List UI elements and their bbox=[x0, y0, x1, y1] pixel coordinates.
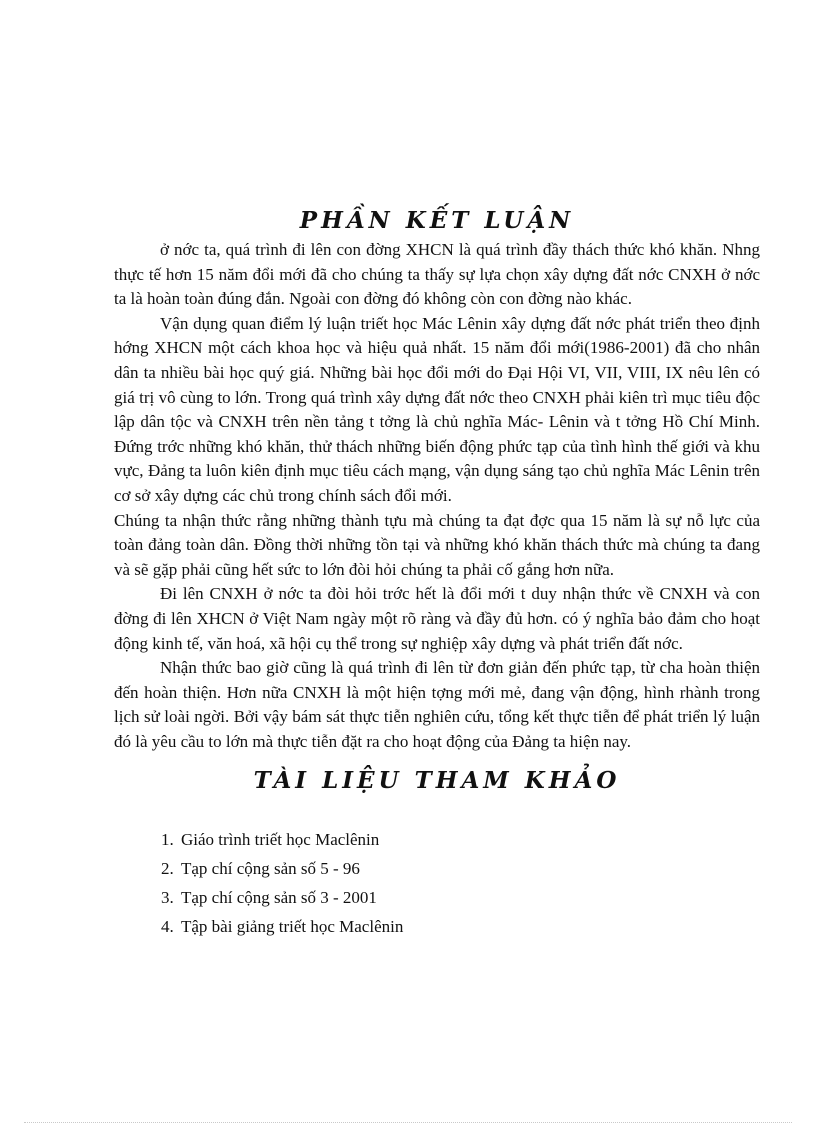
reference-number: 3. bbox=[161, 888, 174, 908]
conclusion-paragraph-5: Nhận thức bao giờ cũng là quá trình đi lên từ đơn giản đến phức tạp, từ cha hoàn thiện đến hoàn thiện. Hơn nữa CNXH là một hiện tợng mới mẻ, đang vận động, hình rhành trong lịch sử loài ngời. Bởi vậy bám sát thực tiễn nghiên cứu, tổng kết thực tiễn để phát triển lý luận đó là yêu cầu to lớn mà thực tiễn đặt ra cho hoạt động của Đảng ta hiện nay. bbox=[114, 658, 760, 751]
conclusion-paragraph-4: Đi lên CNXH ở nớc ta đòi hỏi trớc hết là đổi mới t duy nhận thức về CNXH và con đờng đi lên XHCN ở Việt Nam ngày một rõ ràng và đầy đủ hơn. có ý nghĩa bảo đảm cho hoạt động kinh tế, văn hoá, xã hội cụ thể trong sự nghiệp xây dựng và phát triển đất nớc. bbox=[114, 584, 760, 653]
reference-text: Giáo trình triết học Maclênin bbox=[181, 830, 380, 850]
references-heading: TÀI LIỆU THAM KHẢO bbox=[253, 767, 621, 795]
reference-number: 2. bbox=[161, 859, 174, 879]
conclusion-paragraph-2: Vận dụng quan điểm lý luận triết học Mác Lênin xây dựng đất nớc phát triển theo định hớng XHCN một cách khoa học và hiệu quả nhất. 15 năm đổi mới(1986-2001) đã cho nhân dân ta nhiều bài học quý giá. Những bài học đổi mới do Đại Hội VI, VII, VIII, IX nêu lên có giá trị vô cùng to lớn. Trong quá trình xây dựng đất nớc theo CNXH phải kiên trì mục tiêu độc lập dân tộc và CNXH trên nền tảng t tởng là chủ nghĩa Mác- Lênin và t tởng Hồ Chí Minh. Đứng trớc những khó khăn, thử thách những biến động phức tạp của tình hình thế giới và khu vực, Đảng ta luôn kiên định mục tiêu cách mạng, vận dụng sáng tạo chủ nghĩa Mác Lênin trên cơ sở xây dựng các chủ trong chính sách đổi mới. bbox=[114, 313, 760, 505]
reference-text: Tập bài giảng triết học Maclênin bbox=[181, 916, 404, 936]
reference-item bbox=[161, 826, 760, 855]
reference-item bbox=[161, 913, 760, 942]
references-list bbox=[114, 826, 760, 941]
reference-number: 1. bbox=[161, 830, 174, 850]
reference-text: Tạp chí cộng sản số 5 - 96 bbox=[181, 859, 360, 879]
conclusion-heading: PHẦN KẾT LUẬN bbox=[299, 207, 575, 234]
reference-text: Tạp chí cộng sản số 3 - 2001 bbox=[181, 888, 377, 908]
conclusion-body bbox=[114, 238, 760, 754]
reference-item bbox=[161, 884, 760, 913]
reference-number: 4. bbox=[161, 916, 174, 936]
conclusion-paragraph-1: ở nớc ta, quá trình đi lên con đờng XHCN là quá trình đầy thách thức khó khăn. Nhng thực tế hơn 15 năm đổi mới đã cho chúng ta thấy sự lựa chọn xây dựng đất nớc CNXH ở nớc ta là hoàn toàn đúng đắn. Ngoài con đờng đó không còn con đờng nào khác. bbox=[114, 240, 760, 309]
reference-item bbox=[161, 855, 760, 884]
conclusion-paragraph-3: Chúng ta nhận thức rằng những thành tựu mà chúng ta đạt đợc qua 15 năm là sự nỗ lực của toàn đảng toàn dân. Đồng thời những tồn tại và những khó khăn thách thức mà chúng ta đang và sẽ gặp phải cũng hết sức to lớn đòi hỏi chúng ta phải cố gắng hơn nữa. bbox=[114, 510, 760, 579]
document-page bbox=[114, 204, 760, 942]
